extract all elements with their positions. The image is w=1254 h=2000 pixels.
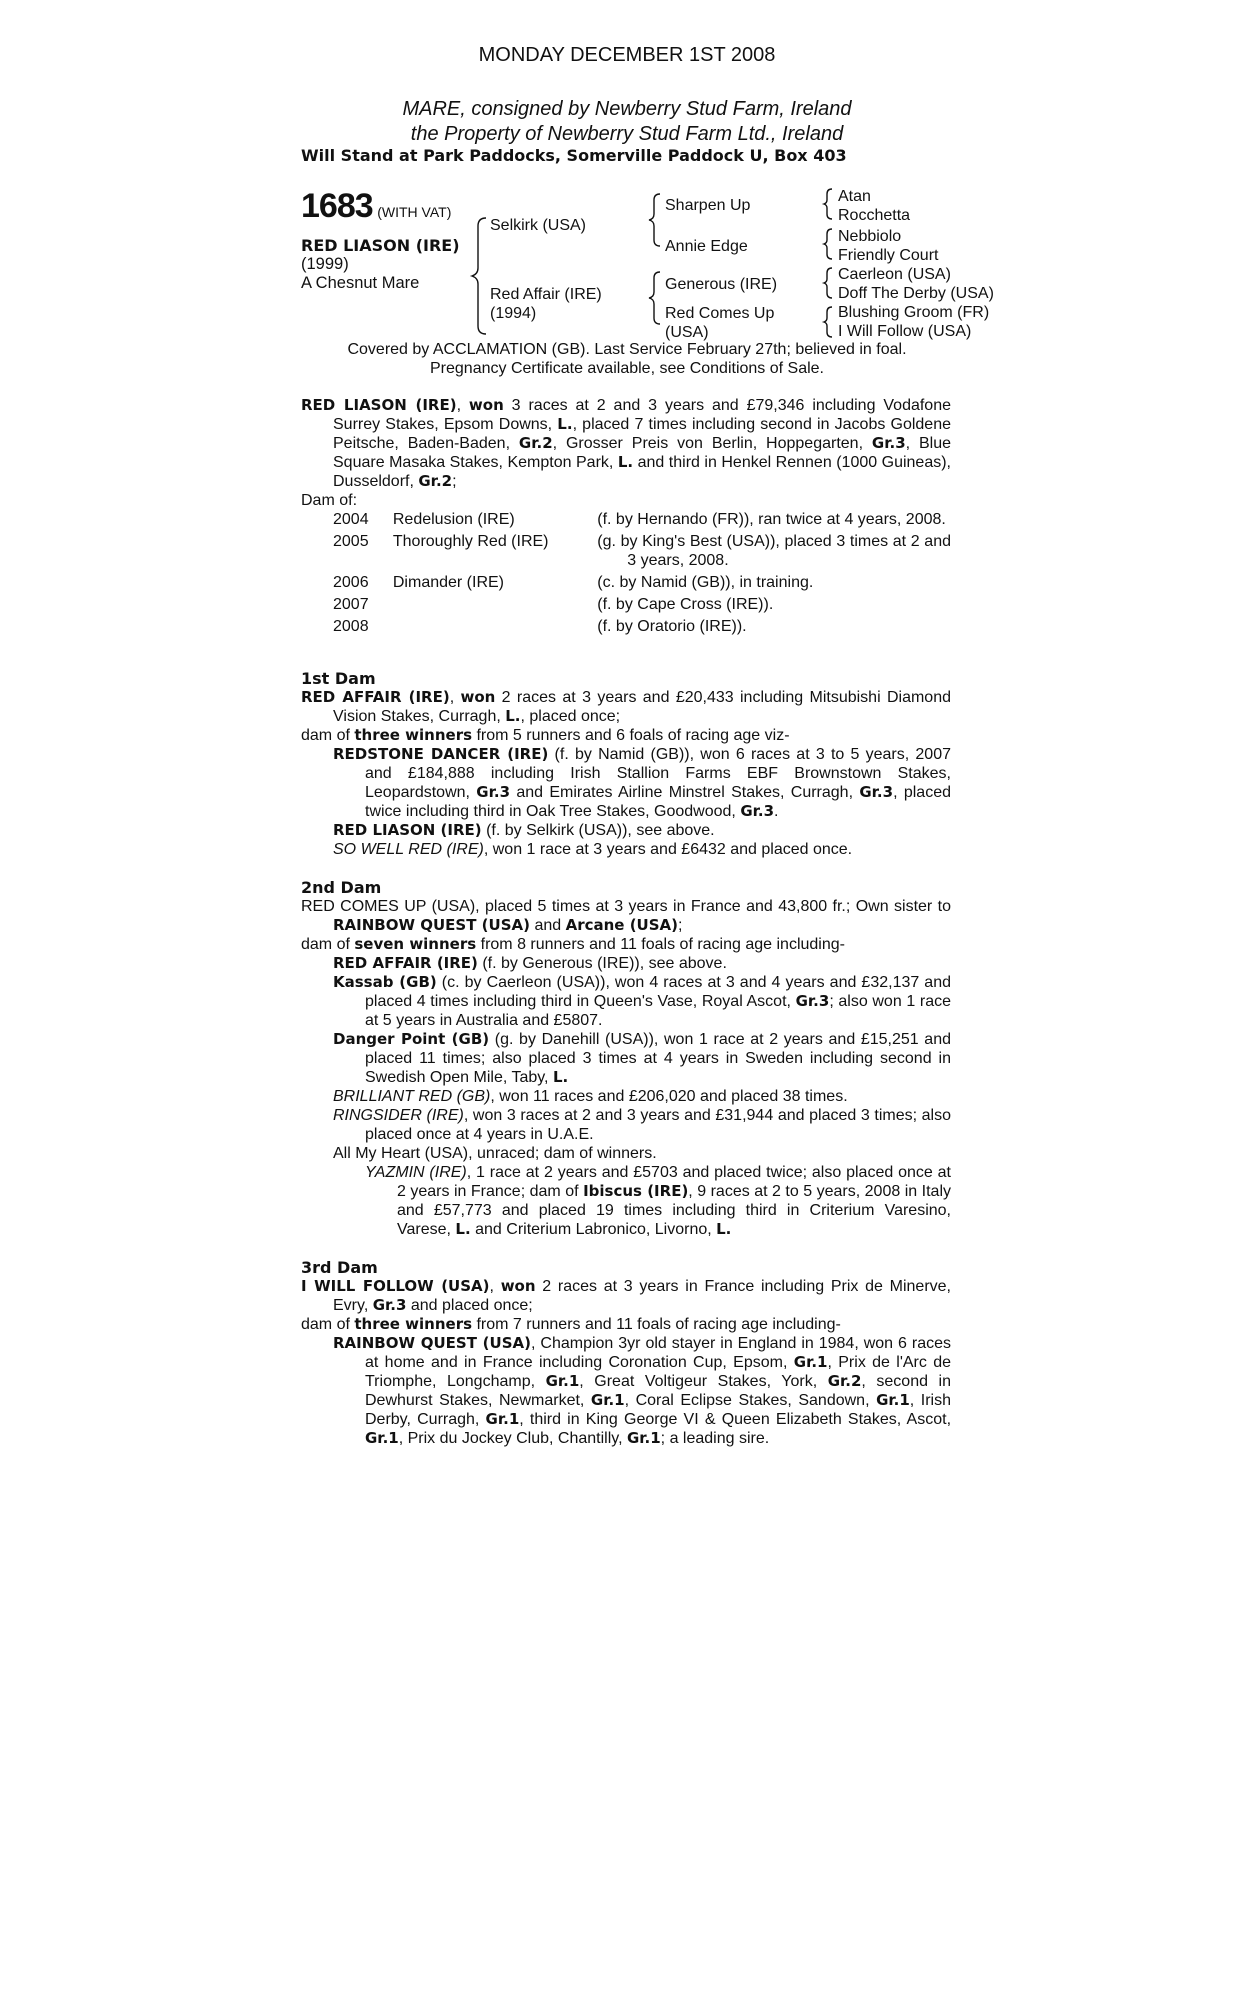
first-dam-section — [301, 669, 951, 859]
pedigree-g3-6: Doff The Derby (USA) — [838, 285, 994, 302]
consignor-line-1: MARE, consigned by Newberry Stud Farm, Ireland — [402, 98, 852, 120]
progeny-entry: BRILLIANT RED (GB), won 11 races and £206,020 and placed 38 times. — [333, 1088, 848, 1105]
horse-name: RED LIASON (IRE) — [301, 236, 460, 255]
section-heading: 1st Dam — [301, 669, 376, 688]
pedigree-g3-1: Atan — [838, 188, 871, 205]
pedigree-dam-sire: Generous (IRE) — [665, 276, 778, 293]
dam-paragraph: RED AFFAIR (IRE), won 2 races at 3 years and £20,433 including Mitsubishi Diamond Vision Stakes, Curragh, L., placed once; — [301, 688, 952, 725]
produce-desc: (f. by Oratorio (IRE)). — [597, 618, 747, 635]
pedigree-dam-dam — [665, 304, 774, 342]
progeny-entry: Danger Point (GB) (g. by Danehill (USA)), won 1 race at 2 years and £15,251 and placed 11 times; also placed 3 times at 4 years in Sweden including second in Swedish Open Mile, Taby, L. — [333, 1030, 952, 1086]
table-row — [333, 532, 951, 573]
table-row — [333, 595, 951, 617]
dam-of-paragraph: dam of seven winners from 8 runners and 11 foals of racing age including- — [301, 935, 845, 953]
pedigree-sire-dam: Annie Edge — [665, 238, 748, 255]
pedigree-sire-sire: Sharpen Up — [665, 197, 751, 214]
covered-line-1: Covered by ACCLAMATION (GB). Last Service February 27th; believed in foal. — [347, 341, 907, 358]
third-dam-section — [301, 1258, 951, 1448]
pedigree-dam-dam-line1: Red Comes Up — [665, 305, 775, 322]
progeny-entry: SO WELL RED (IRE), won 1 race at 3 years and £6432 and placed once. — [333, 841, 853, 858]
covered-note — [300, 340, 954, 378]
progeny-entry: All My Heart (USA), unraced; dam of winners. — [333, 1145, 657, 1162]
progeny-entry: RED AFFAIR (IRE) (f. by Generous (IRE)), see above. — [333, 954, 727, 972]
pedigree-dam-year: (1994) — [490, 305, 537, 322]
progeny-entry: RED LIASON (IRE) (f. by Selkirk (USA)), see above. — [333, 821, 715, 839]
produce-desc: (f. by Hernando (FR)), ran twice at 4 years, 2008. — [597, 511, 946, 528]
table-row — [333, 510, 951, 532]
progeny-entry: Kassab (GB) (c. by Caerleon (USA)), won 4 races at 3 and 4 years and £32,137 and placed 4 times including third in Queen's Vase, Royal Ascot, Gr.3; also won 1 race at 5 years in Australia and £5807. — [333, 973, 952, 1029]
lot-number-value: 1683 — [301, 187, 373, 225]
produce-name: Redelusion (IRE) — [392, 511, 515, 528]
produce-year: 2004 — [333, 511, 369, 528]
progeny-entry: RINGSIDER (IRE), won 3 races at 2 and 3 years and £31,944 and placed 3 times; also placed once at 4 years in U.A.E. — [333, 1107, 952, 1143]
pedigree-g3-7: Blushing Groom (FR) — [838, 304, 990, 321]
pedigree-braces — [0, 0, 1254, 360]
pedigree-dam-name: Red Affair (IRE) — [490, 286, 602, 303]
produce-name: Thoroughly Red (IRE) — [392, 533, 549, 550]
pedigree-g3-4: Friendly Court — [838, 247, 939, 264]
pedigree-g3-2: Rocchetta — [838, 207, 911, 224]
pedigree-dam — [490, 285, 602, 323]
race-record — [301, 396, 951, 639]
dam-of-paragraph: dam of three winners from 7 runners and 11 foals of racing age including- — [301, 1315, 841, 1333]
pedigree-g3-8: I Will Follow (USA) — [838, 323, 972, 340]
dam-of-label: Dam of: — [301, 492, 358, 509]
produce-year: 2005 — [333, 533, 369, 550]
horse-description: A Chesnut Mare — [301, 274, 420, 292]
vat-note: (WITH VAT) — [377, 204, 452, 220]
covered-line-2: Pregnancy Certificate available, see Conditions of Sale. — [430, 360, 824, 377]
produce-desc: (f. by Cape Cross (IRE)). — [597, 596, 774, 613]
produce-desc: (c. by Namid (GB)), in training. — [597, 574, 814, 591]
produce-name — [393, 617, 597, 639]
table-row — [333, 617, 951, 639]
sale-date: MONDAY DECEMBER 1ST 2008 — [478, 44, 776, 66]
section-heading: 2nd Dam — [301, 878, 382, 897]
consignor-line-2: the Property of Newberry Stud Farm Ltd., Ireland — [410, 123, 844, 145]
dam-paragraph: I WILL FOLLOW (USA), won 2 races at 3 years in France including Prix de Minerve, Evry, Gr.3 and placed once; — [301, 1277, 952, 1314]
produce-year: 2007 — [333, 596, 369, 613]
pedigree-dam-dam-line2: (USA) — [665, 324, 709, 341]
produce-desc: (g. by King's Best (USA)), placed 3 times at 2 and 3 years, 2008. — [597, 533, 951, 569]
pedigree-sire: Selkirk (USA) — [490, 217, 587, 234]
produce-table — [333, 510, 951, 639]
race-record-paragraph: RED LIASON (IRE), won 3 races at 2 and 3 years and £79,346 including Vodafone Surrey Stakes, Epsom Downs, L., placed 7 times including second in Jacobs Goldene Peitsche, Baden-Baden, Gr.2, Grosser Preis von Berlin, Hoppegarten, Gr.3, Blue Square Masaka Stakes, Kempton Park, L. and third in Henkel Rennen (1000 Guineas), Dusseldorf, Gr.2; — [301, 396, 952, 490]
pedigree-g3-5: Caerleon (USA) — [838, 266, 951, 283]
progeny-entry: YAZMIN (IRE), 1 race at 2 years and £5703 and placed twice; also placed once at 2 years in France; dam of Ibiscus (IRE), 9 races at 2 to 5 years, 2008 in Italy and £57,773 and placed 19 times including third in Criterium Varesino, Varese, L. and Criterium Labronico, Livorno, L. — [365, 1164, 951, 1238]
second-dam-section — [301, 878, 951, 1239]
dam-of-paragraph: dam of three winners from 5 runners and 6 foals of racing age viz- — [301, 726, 790, 744]
progeny-entry: REDSTONE DANCER (IRE) (f. by Namid (GB)), won 6 races at 3 to 5 years, 2007 and £184,888 including Irish Stallion Farms EBF Brownstown Stakes, Leopardstown, Gr.3 and Emirates Airline Minstrel Stakes, Curragh, Gr.3, placed twice including third in Oak Tree Stakes, Goodwood, Gr.3. — [333, 745, 952, 820]
stand-location: Will Stand at Park Paddocks, Somerville Paddock U, Box 403 — [301, 146, 847, 165]
section-heading: 3rd Dam — [301, 1258, 378, 1277]
progeny-entry: RAINBOW QUEST (USA), Champion 3yr old stayer in England in 1984, won 6 races at home and in France including Coronation Cup, Epsom, Gr.1, Prix de l'Arc de Triomphe, Longchamp, Gr.1, Great Voltigeur Stakes, York, Gr.2, second in Dewhurst Stakes, Newmarket, Gr.1, Coral Eclipse Stakes, Sandown, Gr.1, Irish Derby, Curragh, Gr.1, third in King George VI & Queen Elizabeth Stakes, Ascot, Gr.1, Prix du Jockey Club, Chantilly, Gr.1; a leading sire. — [333, 1334, 952, 1447]
dam-paragraph: RED COMES UP (USA), placed 5 times at 3 years in France and 43,800 fr.; Own sister to RAINBOW QUEST (USA) and Arcane (USA); — [301, 898, 951, 934]
produce-year: 2006 — [333, 574, 369, 591]
produce-name: Dimander (IRE) — [392, 574, 505, 591]
pedigree-g3-3: Nebbiolo — [838, 228, 902, 245]
table-row — [333, 573, 951, 595]
horse-year: (1999) — [301, 255, 349, 273]
produce-year: 2008 — [333, 618, 369, 635]
produce-name — [393, 595, 597, 617]
